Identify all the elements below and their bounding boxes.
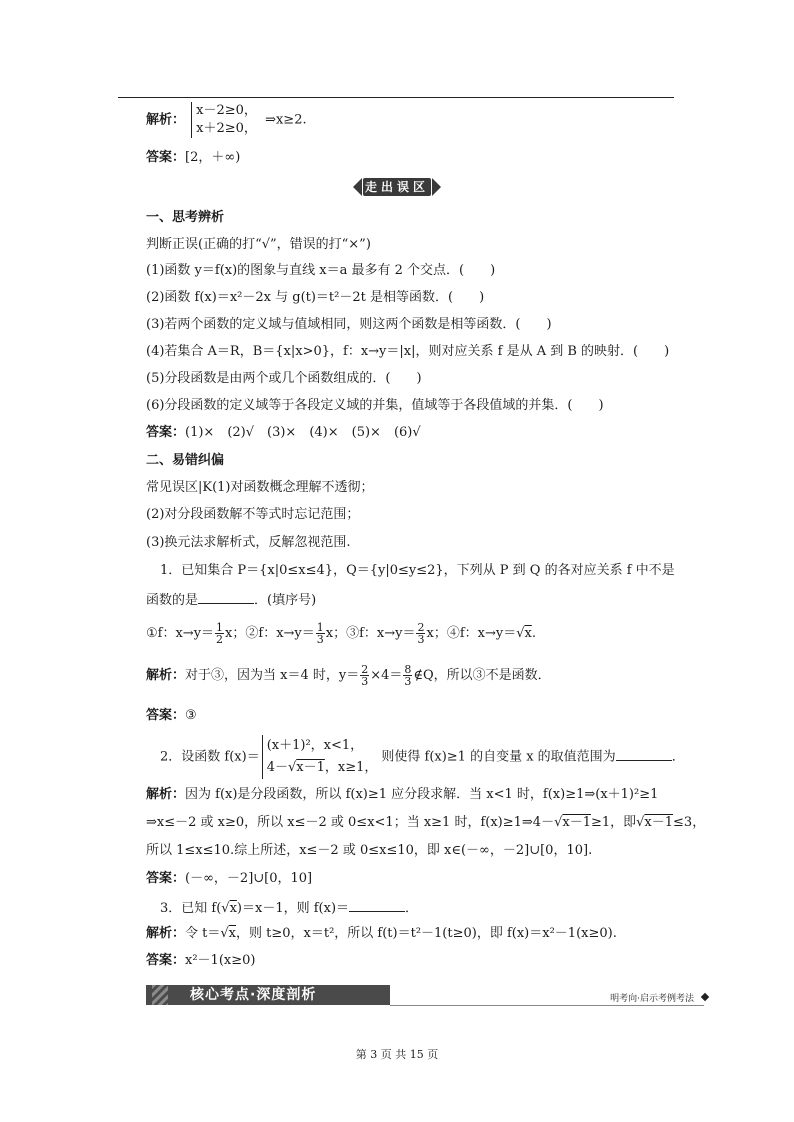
answer-label: 答案： — [146, 953, 186, 968]
fraction: $\frac{2}{3}$ — [361, 663, 369, 688]
pitfall-note-2: (2)对分段函数解不等式时忘记范围； — [146, 507, 360, 522]
q3-stem: 3．已知 f(√x)＝x－1，则 f(x)＝ ． — [160, 901, 419, 916]
top-answer — [146, 150, 240, 166]
pitfall-note-3: (3)换元法求解析式，反解忽视范围. — [146, 535, 351, 550]
answer-value: ③ — [185, 708, 197, 723]
banner-right-ornament — [432, 178, 441, 196]
diamond-icon — [701, 993, 709, 1001]
judge-item-2: (2)函数 f(x)＝x²－2x 与 g(t)＝t²－2t 是相等函数．( ) — [146, 290, 485, 305]
banner-title: 核心考点·深度剖析 — [190, 987, 317, 1003]
fraction: $\frac{1}{2}$ — [216, 621, 224, 646]
q1-solution: 解析：对于③，因为当 x＝4 时，y＝ $\frac{2}{3}$ ×4＝ $\frac{8}{3}$ ∉Q，所以③不是函数． — [146, 663, 551, 688]
answer-label: 答案： — [146, 871, 186, 886]
pitfall-note-1: 常见误区|K(1)对函数概念理解不透彻； — [146, 480, 374, 495]
system-line-1: x－2≥0， — [196, 103, 257, 118]
q2-answer — [146, 871, 312, 887]
banner-rule — [390, 1005, 704, 1006]
judge-item-4: (4)若集合 A＝R，B＝{x|x>0}，f：x→y＝|x|，则对应关系 f 是从 A 到 B 的映射．( ) — [146, 344, 670, 359]
section1-answer — [146, 425, 421, 441]
q1-stem-line-1: 1．已知集合 P＝{x|0≤x≤4}，Q＝{y|0≤y≤2}，下列从 P 到 Q 的各对应关系 f 中不是 — [160, 563, 675, 578]
answer-value: x²－1(x≥0) — [185, 953, 256, 968]
fraction: $\frac{1}{3}$ — [316, 621, 324, 646]
system-result: ⇒x≥2. — [265, 112, 307, 128]
q1-options: ①f：x→y＝ $\frac{1}{2}$ x；②f：x→y＝ $\frac{1}{3}$ x；③f：x→y＝ $\frac{2}{3}$ x；④f：x→y＝√x. — [146, 621, 536, 646]
q1-stem-line-2: 函数的是 ．(填序号) — [146, 593, 317, 608]
system-line-2: x＋2≥0， — [196, 121, 257, 136]
q3-solution: 解析：令 t＝√x，则 t≥0，x＝t²，所以 f(t)＝t²－1(t≥0)，即 f(x)＝x²－1(x≥0). — [146, 926, 617, 941]
answer-value: [2，＋∞) — [185, 150, 241, 165]
answer-label: 答案： — [146, 425, 186, 440]
q3-answer — [146, 953, 255, 969]
section-banner-core — [146, 981, 708, 1009]
answer-blank — [616, 748, 672, 761]
fraction: $\frac{8}{3}$ — [404, 663, 412, 688]
q2-solution-line-3: 所以 1≤x≤10.综上所述，x≤－2 或 0≤x≤10，即 x∈(－∞，－2]∪[0，10]. — [146, 843, 593, 858]
section1-intro: 判断正误(正确的打“√”，错误的打“×”) — [146, 237, 371, 252]
page-footer: 第 3 页 共 15 页 — [355, 1048, 439, 1061]
answer-value: (－∞，－2]∪[0，10] — [185, 871, 313, 886]
q1-answer — [146, 708, 197, 724]
top-solution — [146, 102, 307, 138]
inequality-system — [191, 102, 257, 138]
banner-subtitle: 明考向·启示考例考法 — [610, 994, 694, 1004]
header-rule — [118, 97, 674, 98]
piecewise-definition: (x＋1)²，x<1， 4－√x－1，x≥1， — [262, 735, 378, 779]
section-heading-2: 二、易错纠偏 — [146, 453, 225, 468]
solution-label: 解析： — [146, 787, 186, 802]
banner-title: 走出误区 — [364, 180, 429, 194]
answer-label: 答案： — [146, 150, 186, 165]
answer-label: 答案： — [146, 708, 186, 723]
answer-value: (1)× (2)√ (3)× (4)× (5)× (6)√ — [185, 425, 421, 440]
answer-blank — [349, 899, 405, 912]
judge-item-1: (1)函数 y＝f(x)的图象与直线 x＝a 最多有 2 个交点．( ) — [146, 263, 496, 278]
solution-label: 解析： — [146, 668, 186, 683]
judge-item-6: (6)分段函数的定义域等于各段定义域的并集，值域等于各段值域的并集．( ) — [146, 398, 604, 413]
banner-left-ornament — [353, 178, 362, 196]
q2-stem: 2．设函数 f(x)＝(x＋1)²，x<1， 4－√x－1，x≥1，则使得 f(x)≥1 的自变量 x 的取值范围为 ． — [160, 735, 685, 779]
solution-label: 解析： — [146, 926, 186, 941]
judge-item-5: (5)分段函数是由两个或几个函数组成的．( ) — [146, 371, 422, 386]
solution-label: 解析： — [146, 112, 186, 128]
section-banner-pitfalls — [353, 176, 441, 198]
q2-solution-line-2: ⇒x≤－2 或 x≥0，所以 x≤－2 或 0≤x<1；当 x≥1 时，f(x)≥1⇒4－√x－1≥1，即√x－1≤3， — [146, 815, 706, 830]
answer-blank — [198, 591, 254, 604]
q2-solution-line-1: 解析：因为 f(x)是分段函数，所以 f(x)≥1 应分段求解．当 x<1 时，f(x)≥1⇒(x＋1)²≥1 — [146, 787, 659, 802]
judge-item-3: (3)若两个函数的定义域与值域相同，则这两个函数是相等函数．( ) — [146, 317, 552, 332]
section-heading-1: 一、思考辨析 — [146, 210, 225, 225]
fraction: $\frac{2}{3}$ — [417, 621, 425, 646]
banner-stripe-decoration — [152, 985, 168, 1005]
